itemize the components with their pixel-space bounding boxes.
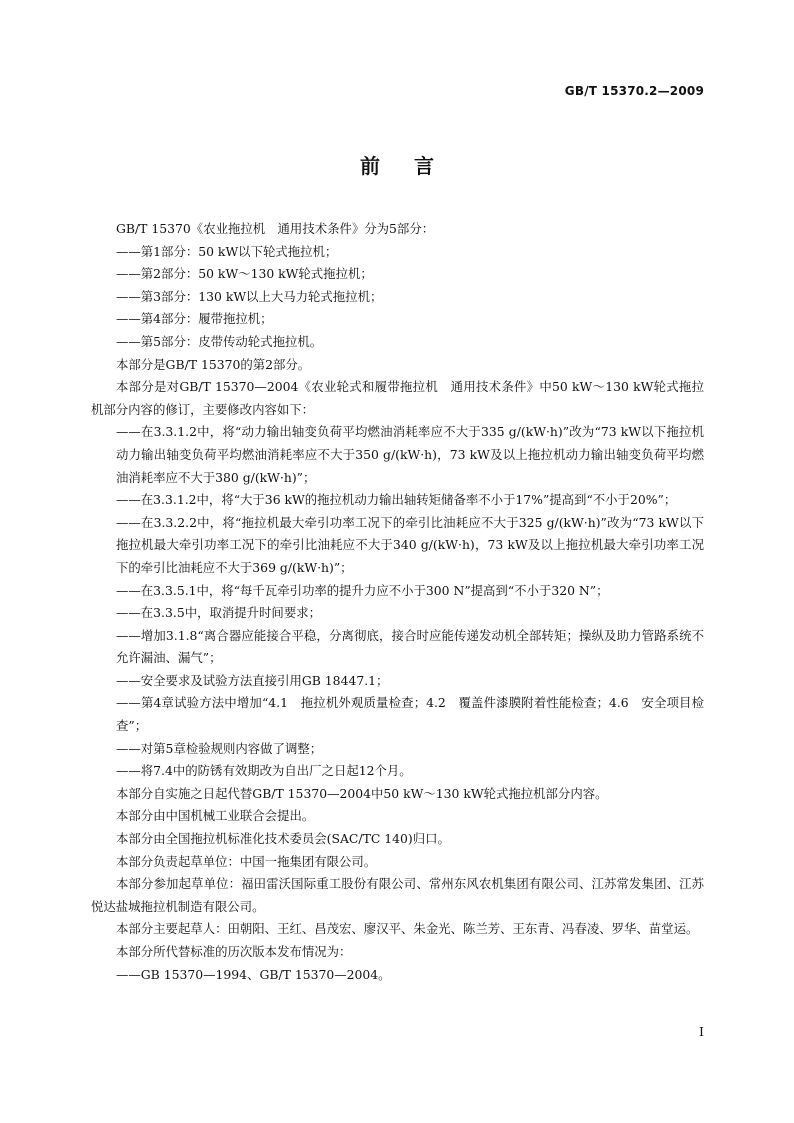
- list-item: ——第5部分：皮带传动轮式拖拉机。: [116, 333, 323, 349]
- list-item: ——在3.3.5中，取消提升时间要求；: [116, 605, 321, 621]
- paragraph: 本部分所代替标准的历次版本发布情况为：: [116, 944, 352, 959]
- list-item: ——GB 15370—1994、GB/T 15370—2004。: [116, 966, 391, 982]
- list-item: ——在3.3.1.2中，将“大于36 kW的拖拉机动力输出轴转矩储备率不小于17%”提高到“不小于20%”；: [116, 492, 677, 508]
- list-item: ——第4章试验方法中增加“4.1 拖拉机外观质量检查；4.2 覆盖件漆膜附着性能检查；4.6 安全项目检查”；: [116, 695, 704, 734]
- paragraph: 本部分是对GB/T 15370—2004《农业轮式和履带拖拉机 通用技术条件》中50 kW～130 kW轮式拖拉机部分内容的修订，主要修改内容如下：: [91, 379, 704, 417]
- list-item: ——对第5章检验规则内容做了调整；: [116, 740, 323, 756]
- list-item: ——在3.3.1.2中，将“动力输出轴变负荷平均燃油消耗率应不大于335 g/(kW·h)”改为“73 kW以下拖拉机动力输出轴变负荷平均燃油消耗率应不大于350 g/(kW·h)，73 kW及以上拖拉机动力输出轴变负荷平均燃油消耗率应不大于380 g/(kW·h)”；: [116, 424, 704, 485]
- paragraph: 本部分负责起草单位：中国一拖集团有限公司。: [116, 853, 377, 869]
- list-item: ——安全要求及试验方法直接引用GB 18447.1；: [116, 672, 389, 688]
- page-number: I: [699, 1024, 704, 1039]
- list-item: ——第4部分：履带拖拉机；: [116, 311, 273, 327]
- page-title: 前言: [360, 154, 468, 178]
- list-item: ——第2部分：50 kW～130 kW轮式拖拉机；: [116, 266, 373, 282]
- list-item: ——第1部分：50 kW以下轮式拖拉机；: [116, 243, 338, 259]
- paragraph: 本部分参加起草单位：福田雷沃国际重工股份有限公司、常州东风农机集团有限公司、江苏常发集团、江苏悦达盐城拖拉机制造有限公司。: [91, 876, 704, 914]
- list-item: ——增加3.1.8“离合器应能接合平稳，分离彻底，接合时应能传递发动机全部转矩；操纵及助力管路系统不允许漏油、漏气”；: [116, 627, 704, 666]
- paragraph: 本部分是GB/T 15370的第2部分。: [116, 356, 311, 372]
- list-item: ——第3部分：130 kW以上大马力轮式拖拉机；: [116, 288, 383, 304]
- standard-code: GB/T 15370.2—2009: [564, 84, 704, 98]
- paragraph: GB/T 15370《农业拖拉机 通用技术条件》分为5部分：: [116, 221, 435, 236]
- list-item: ——将7.4中的防锈有效期改为自出厂之日起12个月。: [116, 763, 412, 779]
- paragraph: 本部分由中国机械工业联合会提出。: [116, 808, 315, 824]
- list-item: ——在3.3.2.2中，将“拖拉机最大牵引功率工况下的牵引比油耗应不大于325 g/(kW·h)”改为“73 kW以下拖拉机最大牵引功率工况下的牵引比油耗应不大于340 g/(kW·h)，73 kW及以上拖拉机最大牵引功率工况下的牵引比油耗应不大于369 g/(kW·h)”；: [116, 514, 704, 575]
- paragraph: 本部分主要起草人：田朝阳、王红、昌茂宏、廖汉平、朱金光、陈兰芳、王东青、冯春凌、罗华、苗堂运。: [116, 921, 699, 937]
- list-item: ——在3.3.5.1中，将“每千瓦牵引功率的提升力应不小于300 N”提高到“不小于320 N”；: [116, 582, 609, 598]
- paragraph: 本部分自实施之日起代替GB/T 15370—2004中50 kW～130 kW轮式拖拉机部分内容。: [116, 785, 608, 801]
- foreword-body: [91, 218, 704, 986]
- paragraph: 本部分由全国拖拉机标准化技术委员会(SAC/TC 140)归口。: [116, 831, 450, 847]
